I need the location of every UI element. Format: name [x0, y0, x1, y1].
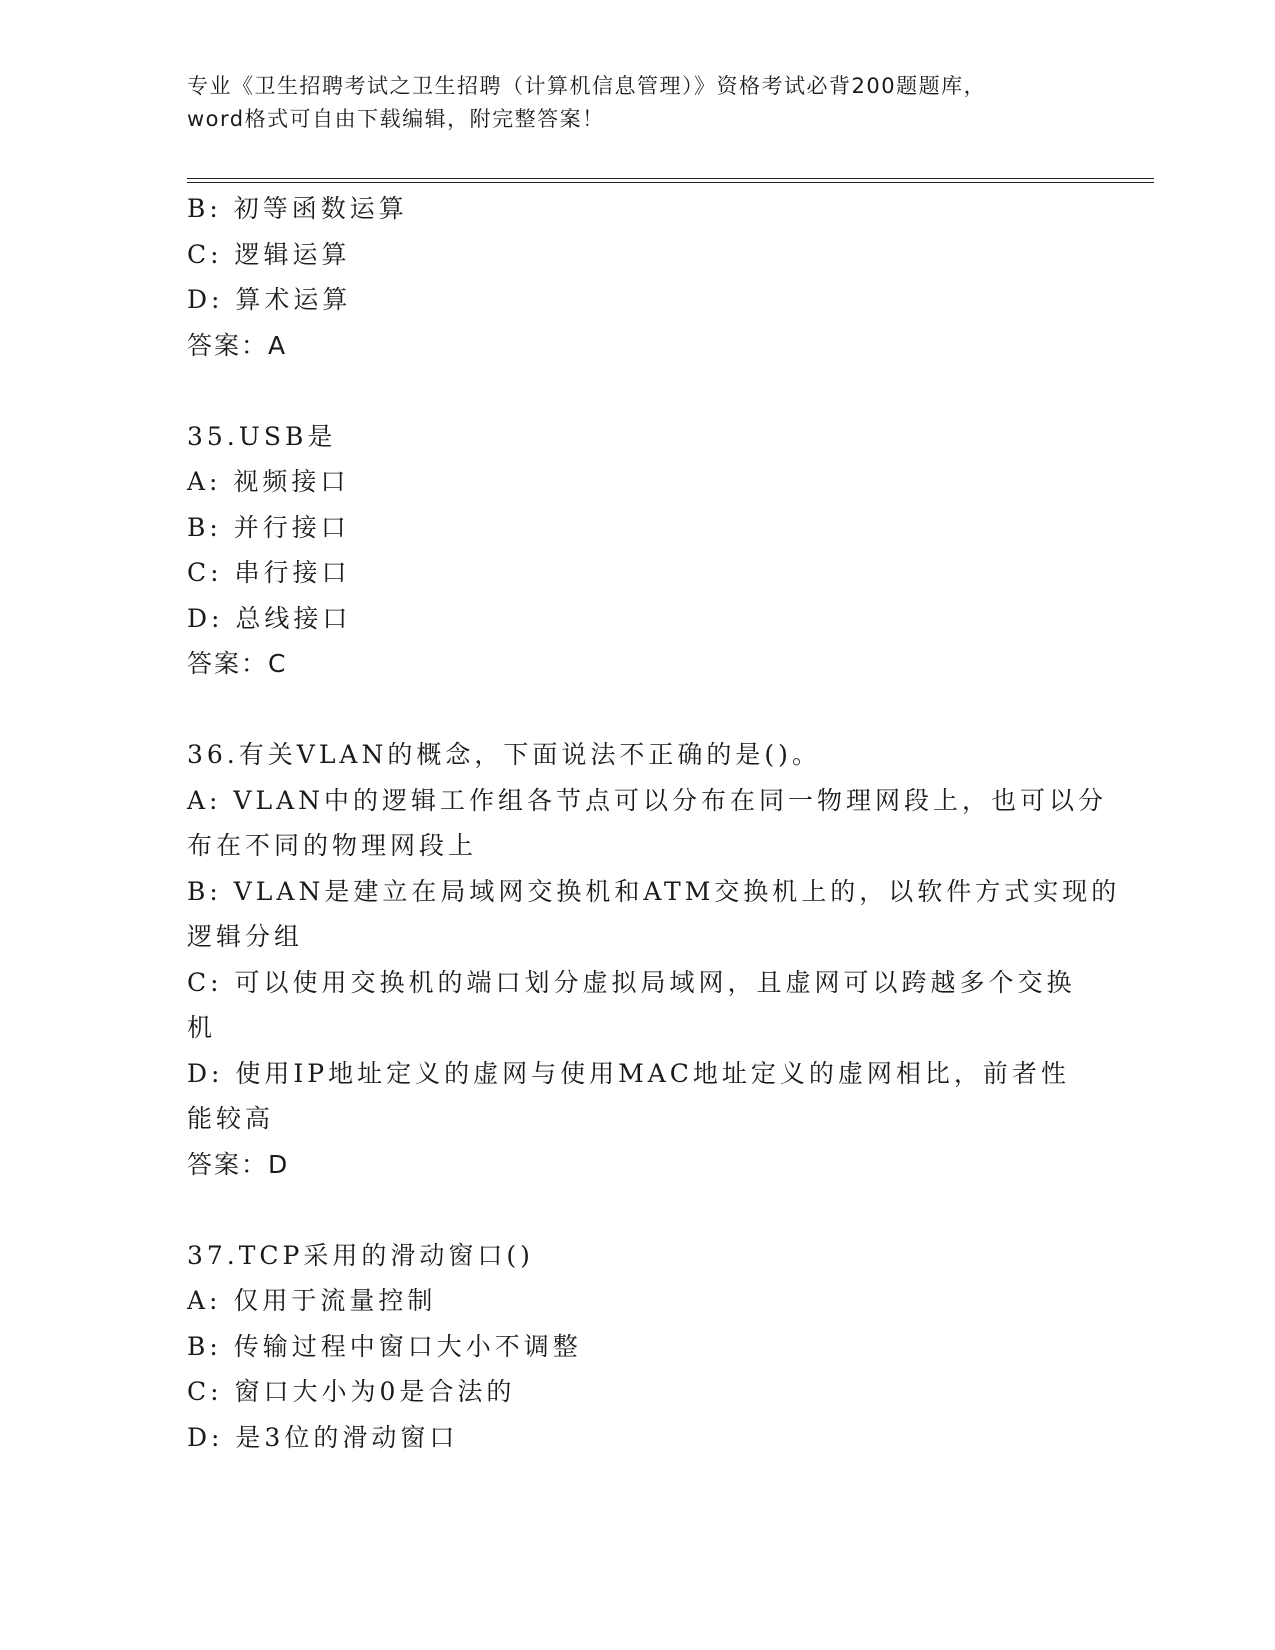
option-c: C: 窗口大小为0是合法的: [187, 1377, 516, 1406]
answer-label: 答案：C: [187, 649, 288, 678]
question-text: 35.USB是: [187, 421, 337, 451]
question-text: 36.有关VLAN的概念，下面说法不正确的是()。: [187, 740, 821, 769]
option-d: D: 总线接口: [187, 603, 352, 633]
header-line-2: word格式可自由下载编辑，附完整答案！: [187, 107, 605, 131]
question-36: [187, 732, 1121, 1187]
spacer: [187, 1187, 1087, 1233]
question-list: [187, 186, 1121, 1460]
option-c: C: 逻辑运算: [187, 239, 351, 269]
option-a: A: 视频接口: [187, 467, 350, 496]
option-a: A: 仅用于流量控制: [187, 1286, 437, 1315]
option-d-continued: 能较高: [187, 1104, 275, 1133]
option-c-continued: 机: [187, 1013, 217, 1042]
answer-label: 答案：D: [187, 1149, 290, 1179]
option-b-continued: 逻辑分组: [187, 922, 304, 951]
option-c: C: 可以使用交换机的端口划分虚拟局域网，且虚网可以跨越多个交换: [187, 967, 1076, 997]
option-a-continued: 布在不同的物理网段上: [187, 831, 478, 860]
option-b: B: 传输过程中窗口大小不调整: [187, 1331, 582, 1361]
question-text: 37.TCP采用的滑动窗口(): [187, 1240, 534, 1270]
answer-label: 答案：A: [187, 330, 288, 360]
document-header: [187, 70, 1087, 136]
spacer: [187, 368, 1087, 414]
question-35: [187, 414, 1087, 687]
option-b: B: 并行接口: [187, 512, 350, 542]
header-line-1: 专业《卫生招聘考试之卫生招聘（计算机信息管理）》资格考试必背200题题库，: [187, 74, 987, 98]
option-c: C: 串行接口: [187, 558, 351, 587]
option-d: D: 算术运算: [187, 285, 352, 314]
option-b: B: VLAN是建立在局域网交换机和ATM交换机上的，以软件方式实现的: [187, 876, 1121, 906]
option-d: D: 使用IP地址定义的虚网与使用MAC地址定义的虚网相比，前者性: [187, 1058, 1070, 1088]
question-37: [187, 1233, 1087, 1461]
question-34-tail: [187, 186, 1087, 368]
option-d: D: 是3位的滑动窗口: [187, 1422, 459, 1452]
header-divider: [187, 178, 1154, 183]
option-b: B: 初等函数运算: [187, 194, 408, 223]
spacer: [187, 687, 1087, 733]
option-a: A: VLAN中的逻辑工作组各节点可以分布在同一物理网段上，也可以分: [187, 785, 1108, 815]
